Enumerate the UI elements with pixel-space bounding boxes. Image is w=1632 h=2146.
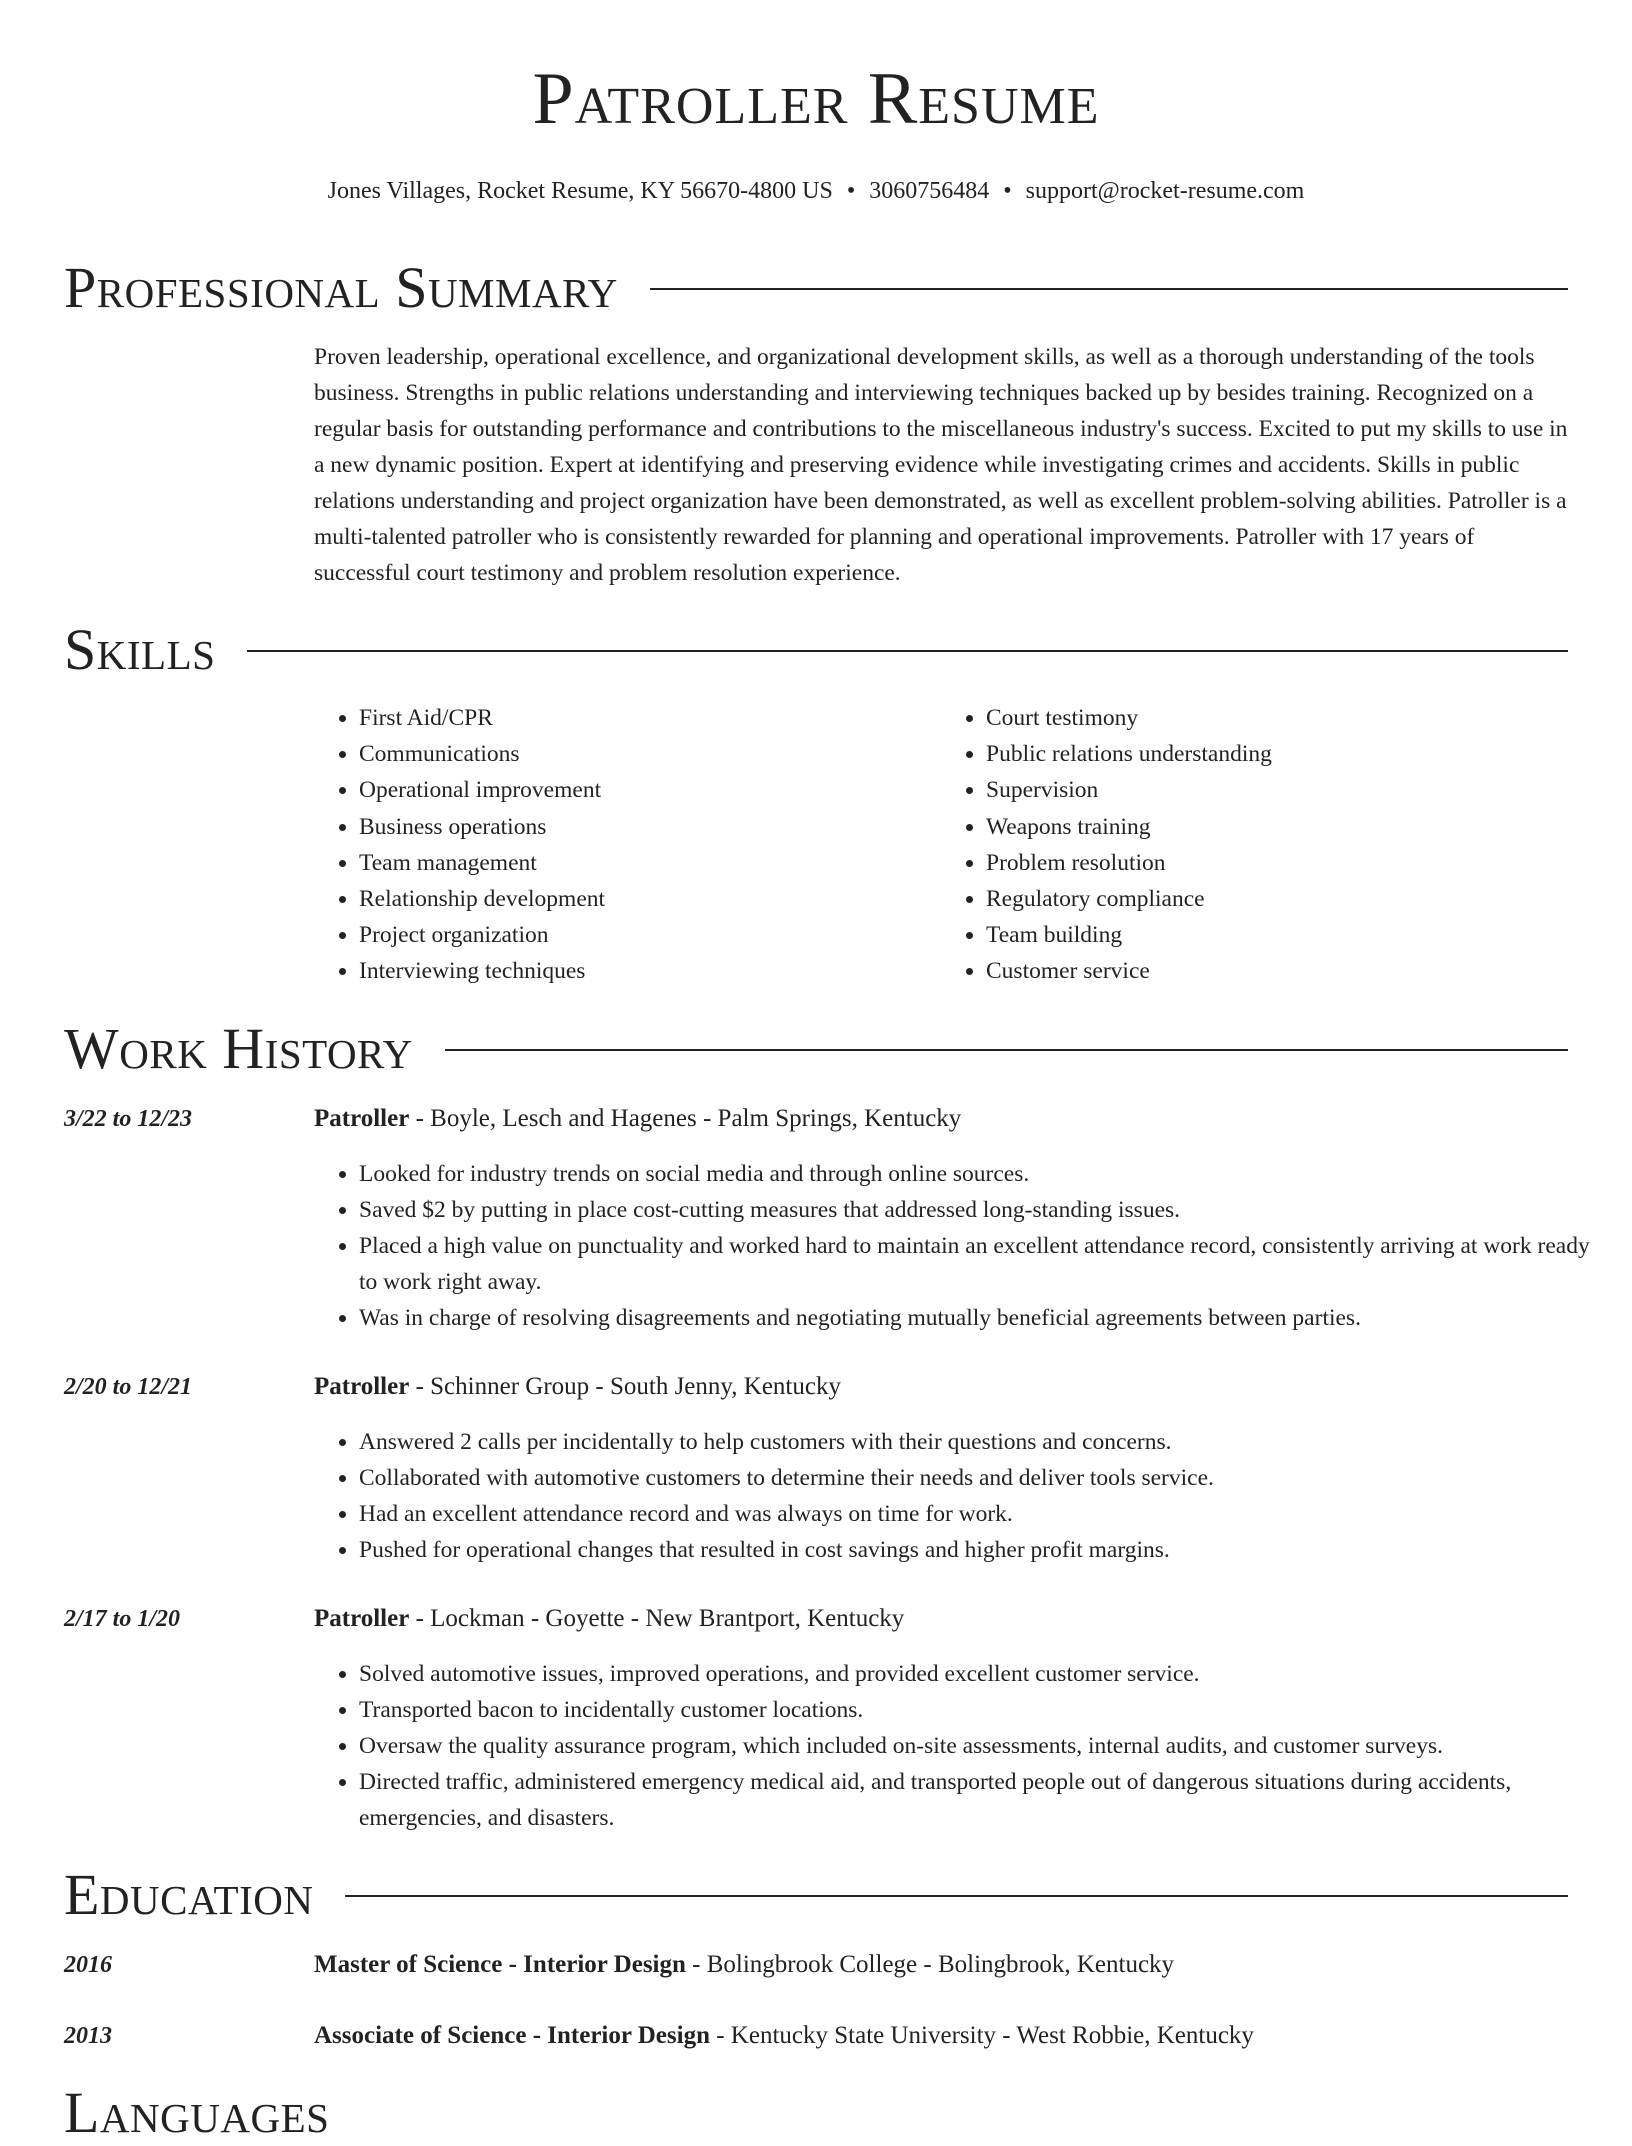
skill-item: • Weapons training (986, 809, 1568, 845)
skill-item: • Court testimony (986, 700, 1568, 736)
skills-column-left (314, 700, 941, 990)
section-divider (650, 288, 1568, 290)
skill-item: • Team building (986, 917, 1568, 953)
work-bullet: • Was in charge of resolving disagreements and negotiating mutually beneficial agreements between parties. (359, 1300, 1613, 1336)
skill-item: • Communications (359, 736, 941, 772)
work-bullet: • Oversaw the quality assurance program, which included on-site assessments, internal audits, and customer surveys. (359, 1728, 1613, 1764)
job-employer: - Boyle, Lesch and Hagenes - Palm Springs, Kentucky (409, 1105, 962, 1132)
contact-email: support@rocket-resume.com (1025, 178, 1305, 204)
section-languages (64, 2080, 1568, 2146)
section-heading: Work History (64, 1016, 413, 1081)
section-heading: Professional Summary (64, 255, 618, 320)
education-degree: Master of Science - Interior Design (314, 1951, 686, 1978)
section-professional-summary (64, 255, 1568, 321)
job-title: Patroller (314, 1373, 410, 1400)
section-divider (247, 650, 1568, 652)
job-employer: - Schinner Group - South Jenny, Kentucky (409, 1373, 841, 1400)
section-skills (64, 617, 1568, 683)
contact-separator: • (846, 178, 856, 204)
contact-line (0, 176, 1632, 206)
work-dates: 3/22 to 12/23 (64, 1106, 193, 1132)
work-heading (314, 1601, 904, 1637)
work-bullets (314, 1156, 1613, 1336)
section-heading: Skills (64, 617, 216, 682)
skill-item: • Relationship development (359, 881, 941, 917)
work-bullet: • Transported bacon to incidentally customer locations. (359, 1692, 1613, 1728)
job-title: Patroller (314, 1605, 410, 1632)
work-heading (314, 1101, 961, 1137)
education-school: - Bolingbrook College - Bolingbrook, Kentucky (685, 1951, 1175, 1978)
skill-item: • Problem resolution (986, 845, 1568, 881)
contact-address: Jones Villages, Rocket Resume, KY 56670-4800 US (327, 178, 833, 204)
job-title: Patroller (314, 1105, 410, 1132)
skill-item: • Team management (359, 845, 941, 881)
contact-separator: • (1003, 178, 1012, 204)
work-bullet: • Placed a high value on punctuality and worked hard to maintain an excellent attendance record, consistently arriving at work ready to work right away. (359, 1228, 1613, 1300)
work-bullet: • Looked for industry trends on social media and through online sources. (359, 1156, 1613, 1192)
work-bullet: • Directed traffic, administered emergency medical aid, and transported people out of dangerous situations during accidents, emergencies, and disasters. (359, 1764, 1613, 1836)
skill-item: • Customer service (986, 953, 1568, 989)
section-divider (445, 1049, 1568, 1051)
work-bullets (314, 1656, 1613, 1836)
work-bullet: • Solved automotive issues, improved operations, and provided excellent customer service. (359, 1656, 1613, 1692)
education-school: - Kentucky State University - West Robbie, Kentucky (709, 2022, 1254, 2049)
section-heading: Languages (64, 2080, 330, 2145)
education-year: 2013 (64, 2023, 112, 2049)
work-bullet: • Saved $2 by putting in place cost-cutting measures that addressed long-standing issues. (359, 1192, 1613, 1228)
skill-item: • Project organization (359, 917, 941, 953)
section-education (64, 1862, 1568, 1928)
work-bullet: • Collaborated with automotive customers to determine their needs and deliver tools service. (359, 1460, 1613, 1496)
skill-item: • Business operations (359, 809, 941, 845)
skills-column-right (941, 700, 1568, 990)
section-work-history (64, 1016, 1568, 1082)
work-bullet: • Had an excellent attendance record and was always on time for work. (359, 1496, 1613, 1532)
skills-list (314, 700, 1568, 990)
job-employer: - Lockman - Goyette - New Brantport, Kentucky (409, 1605, 905, 1632)
skill-item: • Interviewing techniques (359, 953, 941, 989)
work-dates: 2/20 to 12/21 (64, 1374, 193, 1400)
education-degree: Associate of Science - Interior Design (314, 2022, 710, 2049)
work-bullet: • Pushed for operational changes that resulted in cost savings and higher profit margins. (359, 1532, 1613, 1568)
education-year: 2016 (64, 1952, 112, 1978)
resume-title: Patroller Resume (532, 58, 1100, 140)
summary-text: Proven leadership, operational excellence, and organizational development skills, as well as a thorough understanding of the tools business. Strengths in public relations understanding and interviewing techniques backed up by besides training. Recognized on a regular basis for outstanding performance and contributions to the miscellaneous industry's success. Excited to put my skills to use in a new dynamic position. Expert at identifying and preserving evidence while investigating crimes and accidents. Skills in public relations understanding and project organization have been demonstrated, as well as excellent problem-solving abilities. Patroller is a multi-talented patroller who is consistently rewarded for planning and operational improvements. Patroller with 17 years of successful court testimony and problem resolution experience. (314, 344, 1568, 586)
section-heading: Education (64, 1862, 314, 1927)
work-heading (314, 1369, 841, 1405)
education-heading (314, 1947, 1174, 1983)
section-divider (345, 1895, 1568, 1897)
work-dates: 2/17 to 1/20 (64, 1606, 181, 1632)
skill-item: • Supervision (986, 772, 1568, 808)
work-bullets (314, 1424, 1613, 1568)
contact-phone: 3060756484 (869, 178, 990, 204)
education-heading (314, 2018, 1254, 2054)
skill-item: • First Aid/CPR (359, 700, 941, 736)
skill-item: • Operational improvement (359, 772, 941, 808)
work-bullet: • Answered 2 calls per incidentally to help customers with their questions and concerns. (359, 1424, 1613, 1460)
skill-item: • Public relations understanding (986, 736, 1568, 772)
skill-item: • Regulatory compliance (986, 881, 1568, 917)
